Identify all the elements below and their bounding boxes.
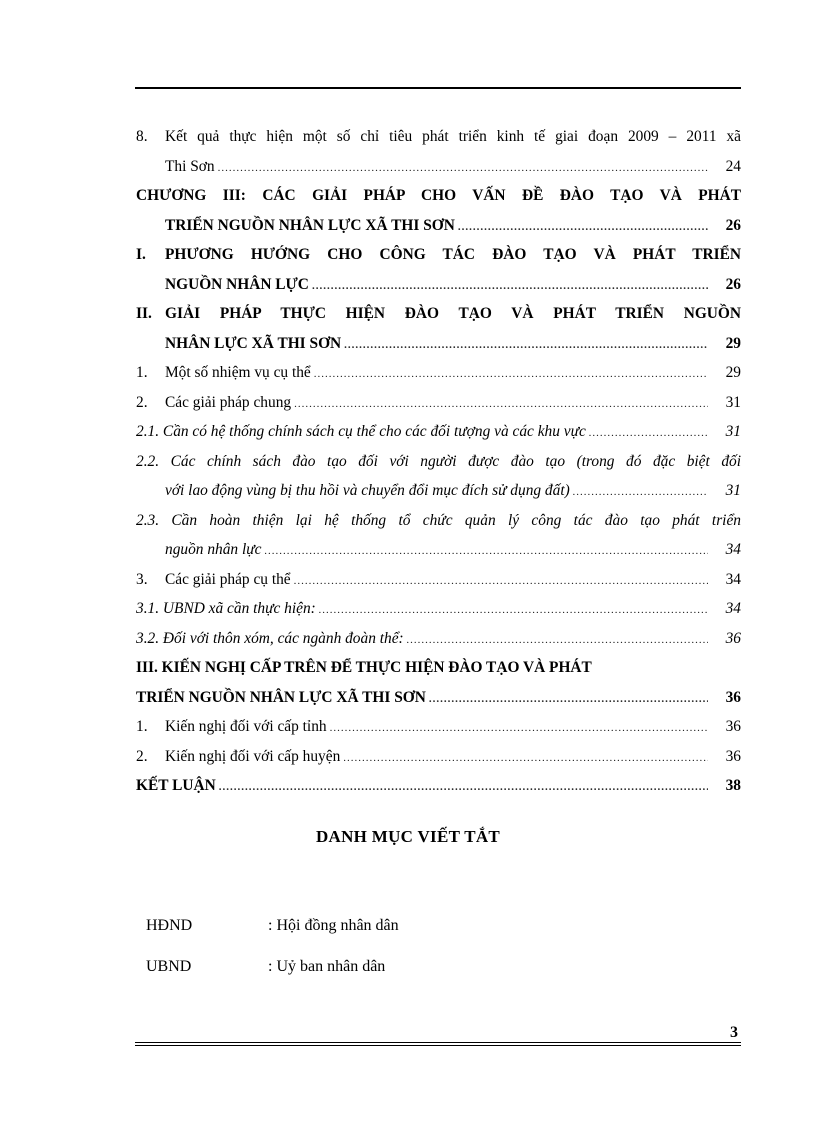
toc-entry-title: Một số nhiệm vụ cụ thể [165, 364, 311, 381]
toc-entry-title: với lao động vùng bị thu hồi và chuyển đổi mục đích sử dụng đất) [165, 482, 570, 499]
toc-entry-title: 2.1. Cần có hệ thống chính sách cụ thể cho các đối tượng và các khu vực [136, 423, 586, 440]
header-rule [135, 87, 741, 89]
toc-dot-leader [429, 693, 708, 705]
toc-entry-title: 2.2. Các chính sách đào tạo đối với người được đào tạo (trong đó đặc biệt đối [136, 452, 741, 470]
toc-page-number: 36 [725, 747, 741, 765]
toc-entry [136, 217, 741, 247]
toc-entry-title: TRIỂN NGUỒN NHÂN LỰC XÃ THI SƠN [165, 216, 455, 234]
toc-page-number: 36 [725, 629, 741, 647]
abbreviation-term: UBND [146, 958, 192, 975]
toc-entry [136, 335, 741, 365]
toc-page-number: 34 [725, 570, 741, 588]
toc-entry-title: III. KIẾN NGHỊ CẤP TRÊN ĐỂ THỰC HIỆN ĐÀO TẠO VÀ PHÁT [136, 659, 592, 676]
toc-entry [136, 777, 741, 807]
toc-entry-title: 3.1. UBND xã cần thực hiện: [136, 600, 316, 617]
toc-entry [136, 128, 741, 158]
toc-entry [136, 541, 741, 571]
toc-dot-leader [343, 752, 708, 764]
toc-dot-leader [330, 722, 708, 734]
toc-dot-leader [319, 604, 708, 616]
toc-page-number: 31 [725, 482, 741, 499]
toc-page-number: 29 [725, 334, 741, 352]
table-of-contents [136, 128, 741, 807]
toc-entry-title: Kiến nghị đối với cấp tỉnh [165, 718, 327, 735]
toc-dot-leader [218, 162, 708, 174]
abbreviation-meaning: : Hội đồng nhân dân [268, 917, 399, 934]
toc-entry [136, 276, 741, 306]
toc-entry-title: Các giải pháp cụ thể [165, 570, 291, 588]
toc-page-number: 34 [725, 600, 741, 617]
toc-entry-title: KẾT LUẬN [136, 777, 216, 794]
toc-entry-number: 3. [136, 570, 148, 588]
toc-entry-title: NGUỒN NHÂN LỰC [165, 275, 309, 293]
toc-page-number: 36 [725, 688, 741, 706]
toc-page-number: 29 [725, 364, 741, 381]
toc-entry [136, 748, 741, 778]
toc-page-number: 31 [725, 393, 741, 411]
toc-entry [136, 600, 741, 630]
toc-entry-title: GIẢI PHÁP THỰC HIỆN ĐÀO TẠO VÀ PHÁT TRIỂN NGUỒN [165, 305, 741, 322]
toc-dot-leader [294, 575, 708, 587]
toc-dot-leader [344, 339, 708, 351]
toc-entry [136, 512, 741, 542]
toc-dot-leader [314, 368, 708, 380]
toc-entry-title: Kết quả thực hiện một số chỉ tiêu phát triển kinh tế giai đoạn 2009 – 2011 xã [165, 128, 741, 145]
toc-entry [136, 364, 741, 394]
toc-dot-leader [573, 486, 708, 498]
toc-entry [136, 571, 741, 601]
footer-rule [135, 1042, 741, 1043]
toc-entry [136, 453, 741, 483]
toc-page-number: 24 [725, 157, 741, 175]
toc-entry-title: Kiến nghị đối với cấp huyện [165, 747, 341, 765]
toc-entry-number: 2. [136, 393, 148, 411]
footer-rule [135, 1045, 741, 1046]
toc-entry [136, 158, 741, 188]
toc-page-number: 38 [725, 777, 741, 794]
toc-dot-leader [219, 781, 708, 793]
toc-entry-number: I. [136, 246, 146, 263]
toc-entry-title: TRIỂN NGUỒN NHÂN LỰC XÃ THI SƠN [136, 688, 426, 706]
toc-entry-title: PHƯƠNG HƯỚNG CHO CÔNG TÁC ĐÀO TẠO VÀ PHÁT TRIỂN [165, 246, 741, 263]
toc-entry [136, 394, 741, 424]
toc-page-number: 34 [725, 541, 741, 558]
toc-entry [136, 246, 741, 276]
toc-entry-title: 2.3. Cần hoàn thiện lại hệ thống tổ chức quản lý công tác đào tạo phát triển [136, 511, 741, 529]
toc-dot-leader [294, 398, 708, 410]
toc-entry-number: 2. [136, 747, 148, 765]
toc-dot-leader [264, 545, 708, 557]
abbreviations-heading: DANH MỤC VIẾT TẮT [315, 827, 501, 846]
page-number: 3 [730, 1024, 738, 1041]
toc-entry [136, 630, 741, 660]
toc-entry-title: NHÂN LỰC XÃ THI SƠN [165, 334, 342, 352]
toc-dot-leader [407, 634, 708, 646]
toc-entry-number: 1. [136, 364, 148, 381]
toc-entry [136, 305, 741, 335]
toc-entry-title: Thi Sơn [165, 157, 215, 175]
toc-dot-leader [589, 427, 708, 439]
toc-entry [136, 659, 741, 689]
abbreviation-meaning: : Uỷ ban nhân dân [268, 958, 386, 975]
toc-entry-title: 3.2. Đối với thôn xóm, các ngành đoàn thể: [136, 629, 404, 647]
toc-entry [136, 482, 741, 512]
toc-entry-number: 8. [136, 128, 148, 145]
toc-entry [136, 423, 741, 453]
toc-page-number: 26 [725, 216, 741, 234]
toc-entry-title: Các giải pháp chung [165, 393, 292, 411]
abbreviation-row [146, 958, 385, 976]
toc-entry-title: nguồn nhân lực [165, 541, 262, 558]
toc-entry [136, 187, 741, 217]
toc-page-number: 36 [725, 718, 741, 735]
toc-entry-number: 1. [136, 718, 148, 735]
toc-entry-title: CHƯƠNG III: CÁC GIẢI PHÁP CHO VẤN ĐỀ ĐÀO TẠO VÀ PHÁT [136, 187, 741, 204]
abbreviation-term: HĐND [146, 917, 193, 934]
abbreviation-row [146, 917, 399, 935]
toc-dot-leader [312, 280, 708, 292]
toc-entry-number: II. [136, 305, 152, 322]
toc-entry [136, 689, 741, 719]
toc-page-number: 26 [725, 275, 741, 293]
toc-page-number: 31 [725, 423, 741, 440]
toc-entry [136, 718, 741, 748]
toc-dot-leader [458, 221, 708, 233]
